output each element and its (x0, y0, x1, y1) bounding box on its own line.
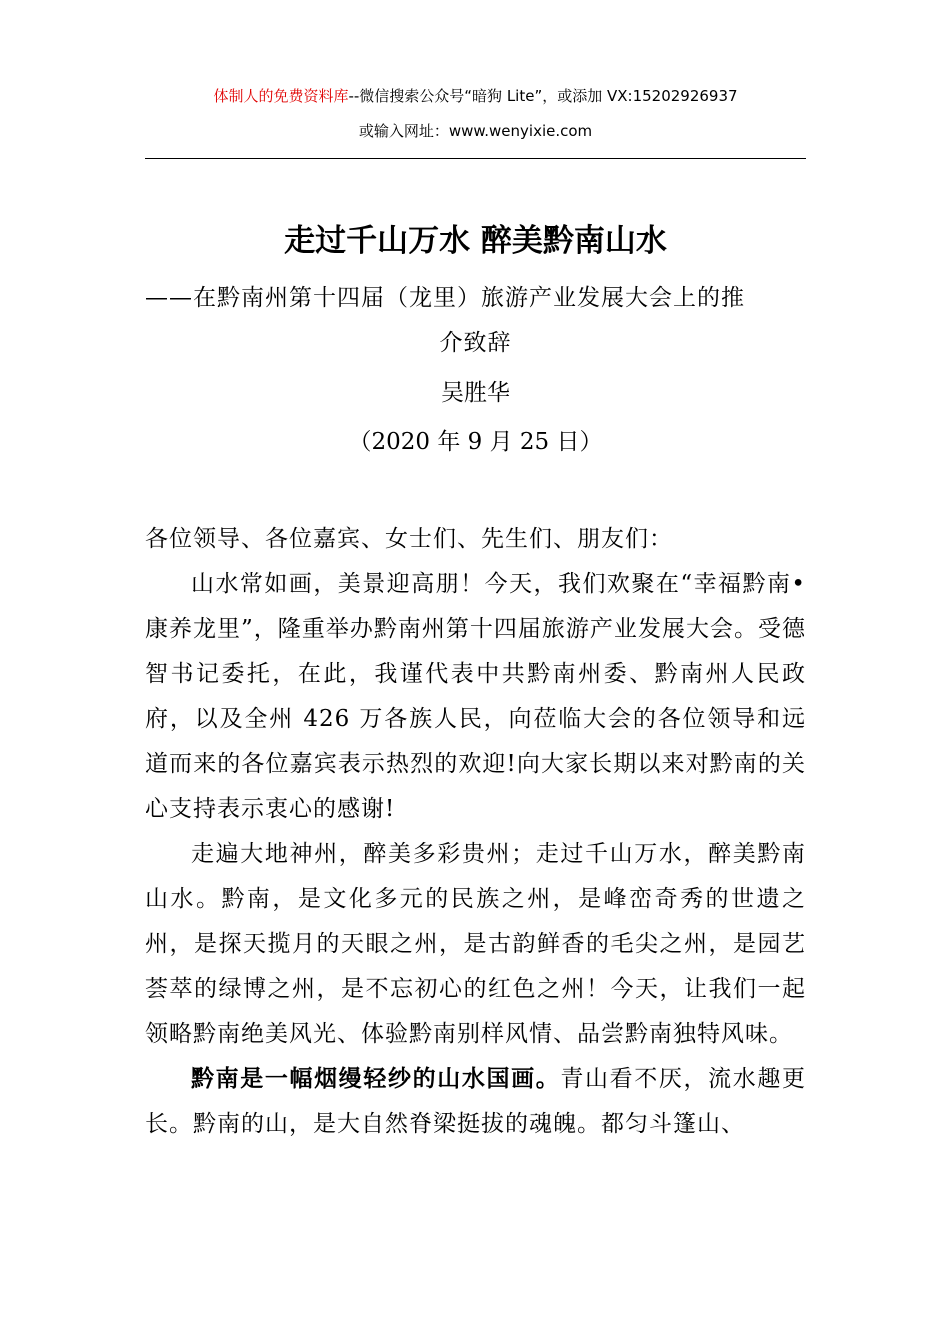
author-name: 吴胜华 (441, 380, 510, 406)
promo-red-label: 体制人的免费资料库 (213, 87, 349, 105)
speech-date: （2020 年 9 月 25 日） (348, 429, 603, 455)
subtitle-line-1: ——在黔南州第十四届（龙里）旅游产业发展大会上的推 (145, 285, 745, 311)
promo-text: --微信搜索公众号“暗狗 Lite”，或添加 VX:15202926937 (348, 87, 738, 105)
document-body (145, 517, 806, 1147)
header-divider (145, 158, 806, 159)
document-subtitle (145, 276, 806, 366)
document-title: 走过千山万水 醉美黔南山水 (284, 223, 667, 259)
promo-line (145, 78, 806, 114)
promo-header (145, 78, 806, 142)
paragraph-3-lead: 黔南是一幅烟缦轻纱的山水国画。 (191, 1066, 561, 1092)
website-line: 或输入网址：www.wenyixie.com (358, 122, 593, 140)
paragraph-1: 山水常如画，美景迎高朋！今天，我们欢聚在“幸福黔南•康养龙里”，隆重举办黔南州第十四届旅游产业发展大会。受德智书记委托，在此，我谨代表中共黔南州委、黔南州人民政府，以及全州 426 万各族人民，向莅临大会的各位领导和远道而来的各位嘉宾表示热烈的欢迎!向大家长期以来对黔南的关心支持表示衷心的感谢! (145, 571, 806, 822)
paragraph-3 (145, 1057, 806, 1147)
salutation: 各位领导、各位嘉宾、女士们、先生们、朋友们： (145, 526, 673, 552)
paragraph-3-text: 青山看不厌，流水趣更长。黔南的山，是大自然脊梁挺拔的魂魄。都匀斗篷山、 (145, 1066, 806, 1137)
paragraph-2: 走遍大地神州，醉美多彩贵州；走过千山万水，醉美黔南山水。黔南，是文化多元的民族之州，是峰峦奇秀的世遗之州，是探天揽月的天眼之州，是古韵鲜香的毛尖之州，是园艺荟萃的绿博之州，是不忘初心的红色之州！今天，让我们一起领略黔南绝美风光、体验黔南别样风情、品尝黔南独特风味。 (145, 841, 806, 1047)
subtitle-line-2: 介致辞 (439, 330, 512, 356)
